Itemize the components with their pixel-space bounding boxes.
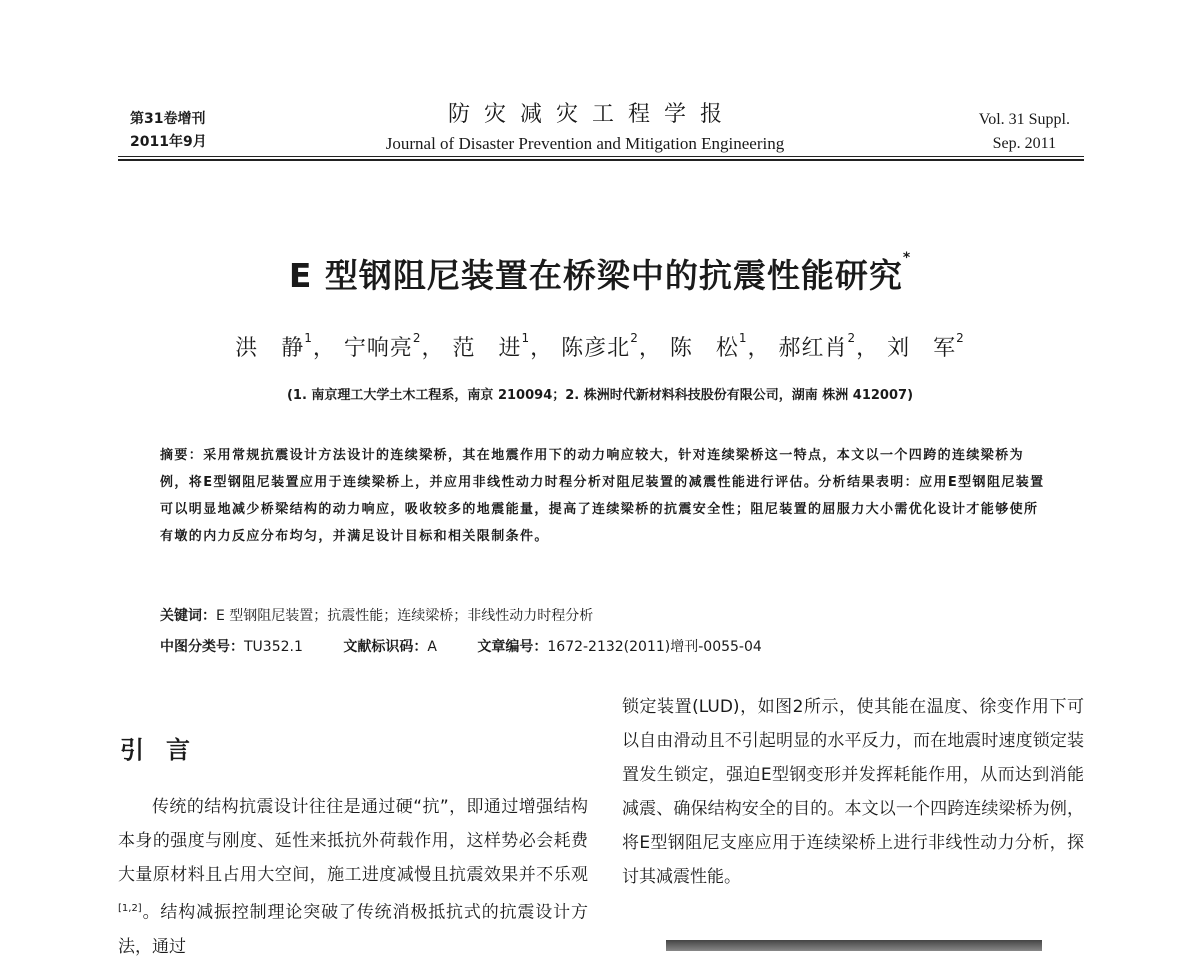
header-left [130,108,207,154]
author: 宁响亮 [343,336,413,361]
article-no-label: 文章编号： [477,639,548,655]
article-no-value: 1672-2132(2011)增刊-0055-04 [547,639,762,655]
abstract-label: 摘要： [160,448,204,463]
author: 陈彦北 [561,336,631,361]
journal-title-en: Journal of Disaster Prevention and Mitigation Engineering [385,134,785,153]
classification-line [160,636,798,656]
title-footnote-mark: * [902,250,912,266]
paper-title: E 型钢阻尼装置在桥梁中的抗震性能研究* [288,250,912,295]
clc-value: TU352.1 [244,639,303,655]
body-column-left [118,790,588,964]
keywords-text: E 型钢阻尼装置；抗震性能；连续梁桥；非线性动力时程分析 [216,608,594,624]
abstract-text: 采用常规抗震设计方法设计的连续梁桥，其在地震作用下的动力响应较大，针对连续梁桥这一特点，本文以一个四跨的连续梁桥为例，将E型钢阻尼装置应用于连续梁桥上，并应用非线性动力时程分析对阻尼装置的减震性能进行评估。分析结果表明：应用E型钢阻尼装置可以明显地减少桥梁结构的动力响应，吸收较多的地震能量，提高了连续梁桥的抗震安全性；阻尼装置的屈服力大小需优化设计才能够使所有墩的内力反应分布均匀，并满足设计目标和相关限制条件。 [160,448,1045,544]
figure-top-edge [666,940,1042,951]
header-rule [118,156,1084,161]
issue-date: 2011年9月 [130,134,207,150]
intro-paragraph: 传统的结构抗震设计往往是通过硬“抗”，即通过增强结构本身的强度与刚度、延性来抵抗外荷载作用，这样势必会耗费大量原材料且占用大空间，施工进度减慢且抗震效果并不乐观 [118,797,588,885]
body-column-right: 锁定装置(LUD)，如图2所示，使其能在温度、徐变作用下可以自由滑动且不引起明显的水平反力，而在地震时速度锁定装置发生锁定，强迫E型钢变形并发挥耗能作用，从而达到消能减震、确保结构安全的目的。本文以一个四跨连续梁桥为例，将E型钢阻尼支座应用于连续梁桥上进行非线性动力分析，探讨其减震性能。 [622,697,1084,887]
keywords-label: 关键词： [160,608,216,624]
section-heading-intro: 引言 [120,736,212,764]
doc-code-label: 文献标识码： [343,639,428,655]
keywords [160,605,593,625]
volume-label-en: Vol. 31 Suppl. [978,111,1070,128]
clc-label: 中图分类号： [160,639,244,655]
author: 洪 静 [235,336,305,361]
abstract [160,442,1050,550]
volume-label: 第31卷增刊 [130,111,206,127]
journal-title-cn: 防灾减灾工程学报 [447,102,736,127]
author-list: 洪 静$^1$， 宁响亮$^2$， 范 进$^1$， 陈彦北$^2$， 陈 松$^1$， 郝红肖$^2$， 刘 军$^2$ [235,331,965,361]
journal-masthead [300,100,870,156]
author: 刘 军 [887,336,957,361]
issue-date-en: Sep. 2011 [992,135,1057,152]
author: 郝红肖 [778,336,848,361]
author: 陈 松 [669,336,739,361]
header-right [979,108,1070,156]
intro-paragraph-cont: 。结构减振控制理论突破了传统消极抵抗式的抗震设计方法，通过 [118,902,588,957]
affiliations: (1. 南京理工大学土木工程系，南京 210094；2. 株洲时代新材料科技股份有限公司，湖南 株洲 412007) [286,388,914,403]
doc-code-value: A [427,639,437,655]
author: 范 进 [452,336,522,361]
citation: [1,2] [118,903,142,914]
